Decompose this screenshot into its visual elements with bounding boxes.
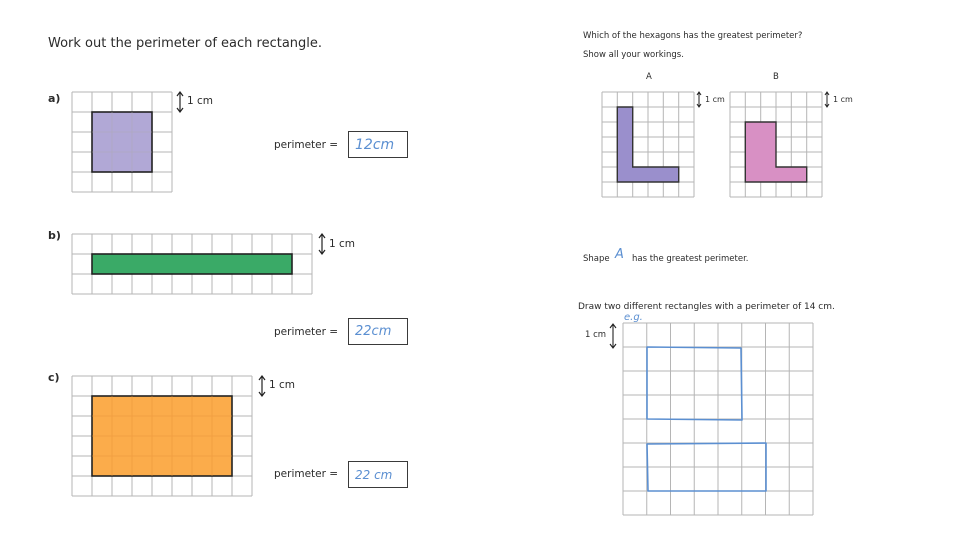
shape-a-label: A <box>646 72 652 82</box>
answer-box-a[interactable] <box>348 131 408 158</box>
answer-box-c[interactable] <box>348 461 408 488</box>
draw-unit-label: 1 cm <box>585 330 607 340</box>
answer-box-b[interactable] <box>348 318 408 345</box>
grid-b <box>72 234 312 294</box>
perimeter-label-c: perimeter = <box>274 468 339 480</box>
unit-arrow-icon <box>696 92 702 107</box>
perimeter-label-b: perimeter = <box>274 326 339 338</box>
answer-c: 22 cm <box>355 467 393 482</box>
grid-a <box>72 92 172 192</box>
handwritten-answer: A <box>615 247 624 262</box>
hexagon-grid-b <box>730 92 822 197</box>
unit-arrow-icon <box>609 324 617 348</box>
draw-instruction: Draw two different rectangles with a perimeter of 14 cm. <box>578 302 835 312</box>
part-b-label: b) <box>48 229 61 242</box>
unit-arrow-icon <box>258 376 266 396</box>
eg-note: e.g. <box>624 312 643 323</box>
answer-a: 12cm <box>355 136 395 153</box>
hexagon-question: Which of the hexagons has the greatest perimeter? <box>583 31 803 41</box>
rectangle-b <box>92 254 292 274</box>
unit-label-a: 1 cm <box>187 95 214 107</box>
unit-arrow-icon <box>824 92 830 107</box>
hexagon-grid-a <box>602 92 694 197</box>
unit-label-hex-b: 1 cm <box>833 95 853 104</box>
unit-arrow-icon <box>176 92 184 112</box>
perimeter-label-a: perimeter = <box>274 139 339 151</box>
answer-prefix: Shape <box>583 254 610 264</box>
part-a-label: a) <box>48 92 61 105</box>
unit-label-b: 1 cm <box>329 238 356 250</box>
workings-instruction: Show all your workings. <box>583 50 684 60</box>
answer-b: 22cm <box>355 324 392 339</box>
unit-label-c: 1 cm <box>269 379 296 391</box>
part-c-label: c) <box>48 371 60 384</box>
unit-label-hex-a: 1 cm <box>705 95 725 104</box>
grid-c <box>72 376 252 496</box>
unit-arrow-icon <box>318 234 326 254</box>
drawing-grid <box>623 323 813 515</box>
shape-b-label: B <box>773 72 779 82</box>
rectangle-a <box>92 112 152 172</box>
answer-suffix: has the greatest perimeter. <box>632 254 749 264</box>
instruction-text: Work out the perimeter of each rectangle. <box>48 36 323 51</box>
